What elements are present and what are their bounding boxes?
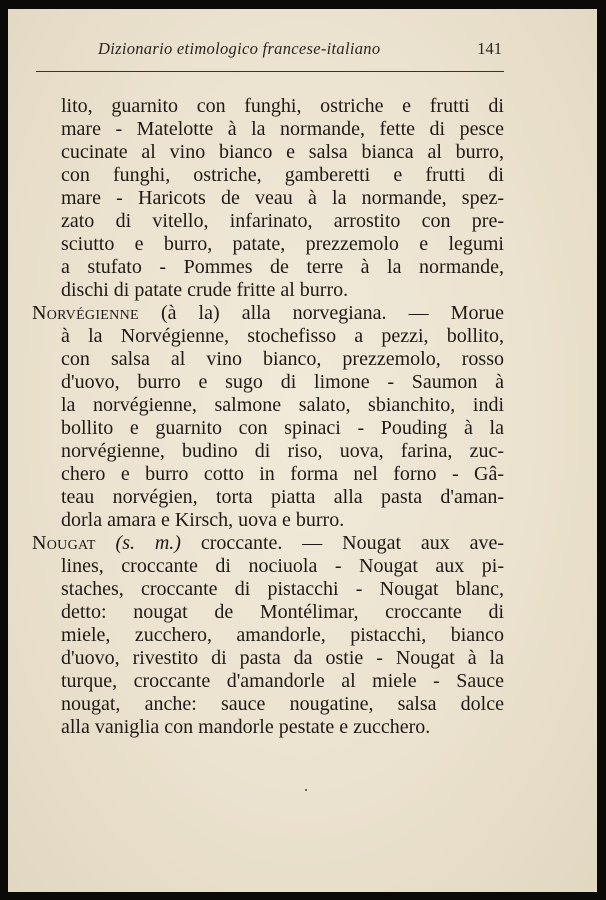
headword-norvegienne: Norvégienne xyxy=(32,302,139,324)
running-title: Dizionario etimologico francese-italiano xyxy=(98,39,381,58)
header-rule xyxy=(36,71,504,72)
page-number: 141 xyxy=(477,39,502,58)
text-line: dorla amara e Kirsch, uova e burro. xyxy=(61,509,345,531)
text-line: lines, croccante di nociuola - Nougat aux pi- xyxy=(61,555,504,577)
text-line: sciutto e burro, patate, prezzemolo e legumi xyxy=(61,233,504,255)
text-line: con funghi, ostriche, gamberetti e frutti di xyxy=(61,164,504,186)
text-line: à la Norvégienne, stochefisso a pezzi, bollito, xyxy=(61,325,504,347)
entry-norvegienne-first-line xyxy=(32,302,504,325)
dictionary-text xyxy=(32,95,504,739)
text-line: turque, croccante d'amandorle al miele - Sauce xyxy=(61,670,504,692)
text-line: lito, guarnito con funghi, ostriche e frutti di xyxy=(61,95,504,117)
text-line: d'uovo, rivestito di pasta da ostie - Nougat à la xyxy=(61,647,504,669)
grammar-label: (s. m.) xyxy=(115,532,181,554)
text-line: d'uovo, burro e sugo di limone - Saumon à xyxy=(61,371,504,393)
text-line: miele, zucchero, amandorle, pistacchi, bianco xyxy=(61,624,504,646)
text-line: zato di vitello, infarinato, arrostito con pre- xyxy=(61,210,504,232)
text-line: con salsa al vino bianco, prezzemolo, rosso xyxy=(61,348,504,370)
text-line: norvégienne, budino di riso, uova, farina, zuc- xyxy=(61,440,504,462)
headword-nougat: Nougat xyxy=(32,532,96,554)
text-line: bollito e guarnito con spinaci - Pouding à la xyxy=(61,417,504,439)
text-line: nougat, anche: sauce nougatine, salsa dolce xyxy=(61,693,504,715)
paper-speck xyxy=(305,789,307,791)
text-line: staches, croccante di pistacchi - Nougat blanc, xyxy=(61,578,504,600)
text-line: detto: nougat de Montélimar, croccante di xyxy=(61,601,504,623)
entry-nougat-first-line xyxy=(32,532,504,555)
text-line: a stufato - Pommes de terre à la normande, xyxy=(61,256,504,278)
text-line: mare - Matelotte à la normande, fette di pesce xyxy=(61,118,504,140)
text-line: dischi di patate crude fritte al burro. xyxy=(61,279,349,301)
running-head xyxy=(36,37,504,67)
text-line: chero e burro cotto in forma nel forno - Gâ- xyxy=(61,463,504,485)
text-line: cucinate al vino bianco e salsa bianca al burro, xyxy=(61,141,504,163)
book-page xyxy=(8,9,597,892)
text-line: mare - Haricots de veau à la normande, spez- xyxy=(61,187,504,209)
text-line: teau norvégien, torta piatta alla pasta d'aman- xyxy=(61,486,504,508)
text-line: la norvégienne, salmone salato, sbianchito, indi xyxy=(61,394,504,416)
text-line: alla vaniglia con mandorle pestate e zucchero. xyxy=(61,716,431,738)
text-line: (à la) alla norvegiana. — Morue xyxy=(160,302,505,324)
text-line: croccante. — Nougat aux ave- xyxy=(200,532,505,554)
